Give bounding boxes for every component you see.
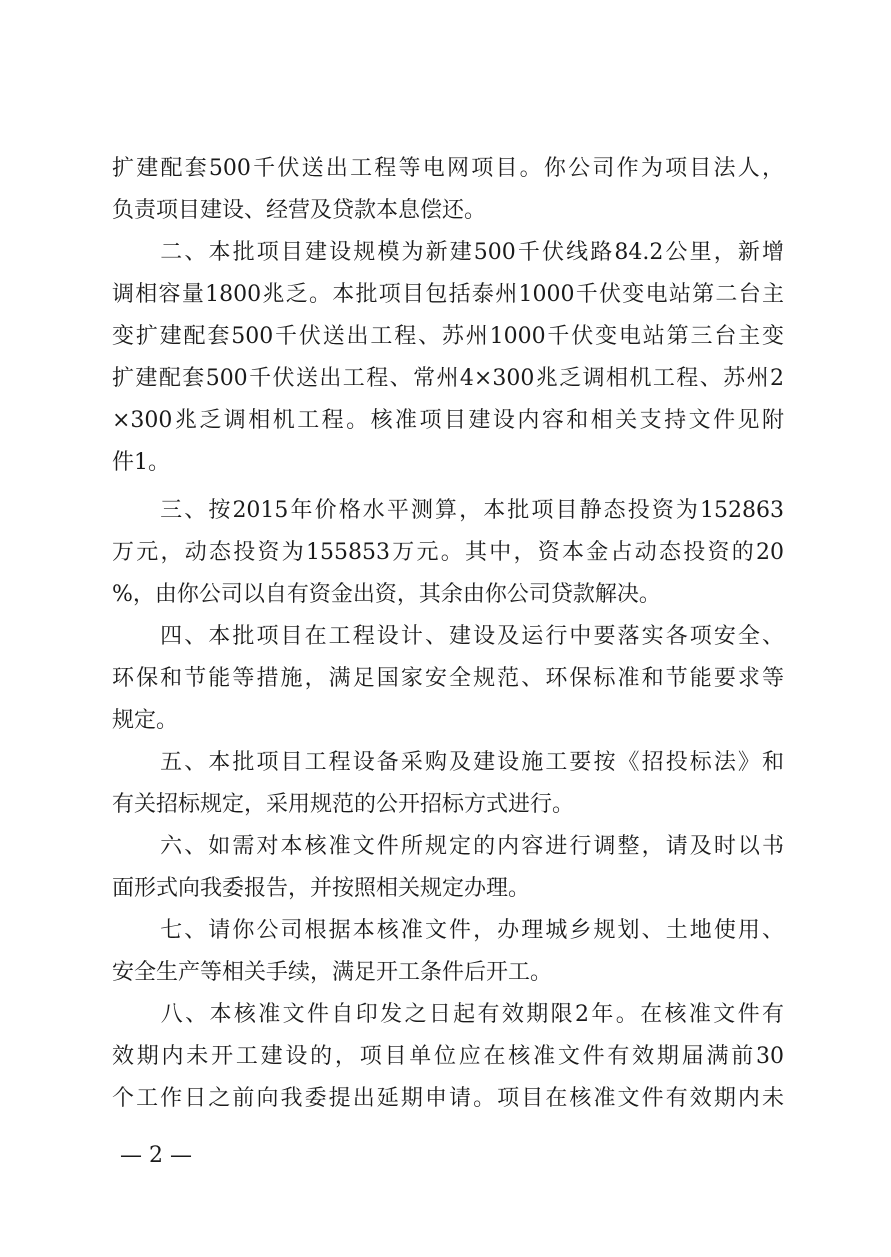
text-line: 变扩建配套500千伏送出工程、苏州1000千伏变电站第三台主变 (112, 324, 784, 349)
text-line: 八、本核准文件自印发之日起有效期限2年。在核准文件有 (112, 1002, 784, 1027)
text-line: 六、如需对本核准文件所规定的内容进行调整，请及时以书 (112, 834, 784, 859)
page-number: — 2 — (120, 1143, 192, 1168)
text-line: 规定。 (112, 708, 179, 733)
text-line: 个工作日之前向我委提出延期申请。项目在核准文件有效期内未 (112, 1086, 784, 1111)
text-line: 五、本批项目工程设备采购及建设施工要按《招投标法》和 (112, 750, 784, 775)
text-line: 七、请你公司根据本核准文件，办理城乡规划、土地使用、 (112, 918, 784, 943)
text-line: 三、按2015年价格水平测算，本批项目静态投资为152863 (112, 498, 784, 523)
text-line: 扩建配套500千伏送出工程等电网项目。你公司作为项目法人， (112, 156, 784, 181)
text-line: 有关招标规定，采用规范的公开招标方式进行。 (112, 792, 575, 817)
text-line: 效期内未开工建设的，项目单位应在核准文件有效期届满前30 (112, 1044, 784, 1069)
text-line: 件1。 (112, 450, 170, 475)
text-line: 二、本批项目建设规模为新建500千伏线路84.2公里，新增 (112, 240, 784, 265)
text-line: 调相容量1800兆乏。本批项目包括泰州1000千伏变电站第二台主 (112, 282, 784, 307)
text-line: 环保和节能等措施，满足国家安全规范、环保标准和节能要求等 (112, 666, 784, 691)
text-line: 安全生产等相关手续，满足开工条件后开工。 (112, 960, 553, 985)
text-line: 负责项目建设、经营及贷款本息偿还。 (112, 198, 487, 223)
text-line: 扩建配套500千伏送出工程、常州4×300兆乏调相机工程、苏州2 (112, 366, 784, 391)
text-line: %，由你公司以自有资金出资，其余由你公司贷款解决。 (112, 582, 661, 607)
text-line: 万元，动态投资为155853万元。其中，资本金占动态投资的20 (112, 540, 784, 565)
text-line: 四、本批项目在工程设计、建设及运行中要落实各项安全、 (112, 624, 784, 649)
text-line: 面形式向我委报告，并按照相关规定办理。 (112, 876, 531, 901)
text-line: ×300兆乏调相机工程。核准项目建设内容和相关支持文件见附 (112, 408, 784, 433)
